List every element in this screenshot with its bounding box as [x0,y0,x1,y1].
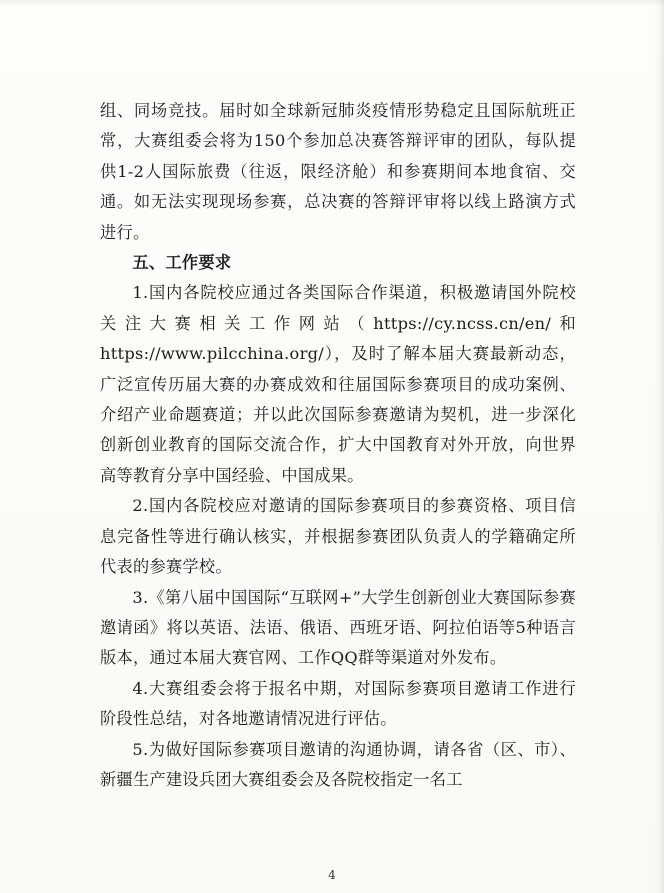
paragraph-item-5: 5.为做好国际参赛项目邀请的沟通协调，请各省（区、市）、新疆生产建设兵团大赛组委会及各院校指定一名工 [100,739,576,789]
paragraph-item-2: 2.国内各院校应对邀请的国际参赛项目的参赛资格、项目信息完备性等进行确认核实，并根据参赛团队负责人的学籍确定所代表的参赛学校。 [100,496,576,577]
section-heading: 五、工作要求 [132,253,232,273]
paragraph-item-4: 4.大赛组委会将于报名中期，对国际参赛项目邀请工作进行阶段性总结，对各地邀请情况进行评估。 [100,678,576,729]
scan-top-shade [0,0,664,6]
paragraph-continuation: 组、同场竞技。届时如全球新冠肺炎疫情形势稳定且国际航班正常，大赛组委会将为150个参加总决赛答辩评审的团队，每队提供1-2人国际旅费（往返，限经济舱）和参赛期间本地食宿、交通。如无法实现现场参赛，总决赛的答辩评审将以线上路演方式进行。 [100,101,576,242]
page-number: 4 [328,868,336,882]
paragraph-item-3: 3.《第八届中国国际“互联网+”大学生创新创业大赛国际参赛邀请函》将以英语、法语、俄语、西班牙语、阿拉伯语等5种语言版本，通过本届大赛官网、工作QQ群等渠道对外发布。 [100,587,576,668]
document-body [100,96,576,795]
paragraph-item-1: 1.国内各院校应通过各类国际合作渠道，积极邀请国外院校关注大赛相关工作网站（https://cy.ncss.cn/en/和 https://www.pilcchina.org/），及时了解本届大赛最新动态，广泛宣传历届大赛的办赛成效和往届国际参赛项目的成功案例、介绍产业命题赛道；并以此次国际参赛邀请为契机，进一步深化创新创业教育的国际交流合作，扩大中国教育对外开放，向世界高等教育分享中国经验、中国成果。 [100,283,576,485]
scan-right-edge [654,0,664,893]
